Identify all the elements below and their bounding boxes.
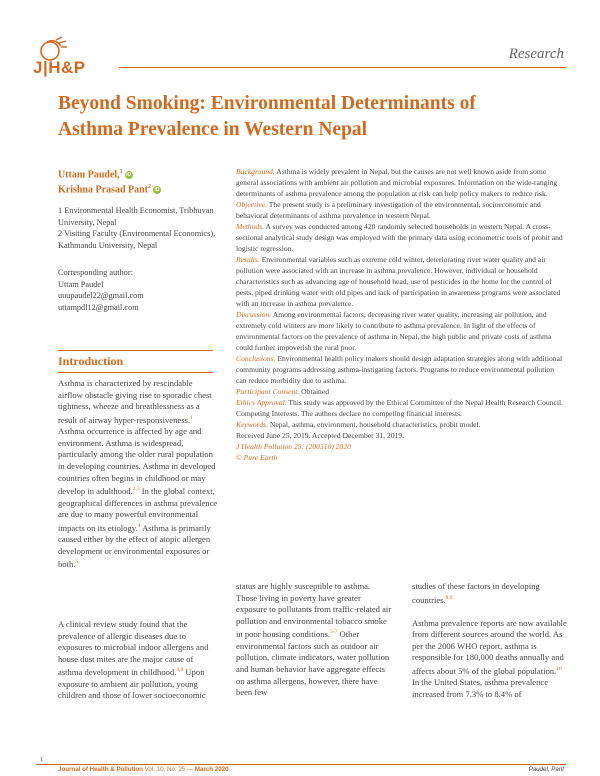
abstract-results (236, 254, 566, 309)
section-label: Research (508, 46, 564, 62)
footer-journal (58, 766, 229, 773)
intro-heading: Introduction (58, 354, 124, 368)
abstract-text: This study was approved by the Ethical Committee of the Nepal Health Research Council. (286, 398, 563, 407)
article-title: Beyond Smoking: Environmental Determinants of Asthma Prevalence in Western Nepal (58, 93, 476, 140)
author-name: Krishna Prasad Pant (58, 184, 149, 196)
abstract-label: Objective. (236, 200, 267, 209)
abstract-text: The present study is a preliminary investigation of the environmental, socioeconomic and behavioral determinants of asthma prevalence in western Nepal. (236, 200, 541, 220)
abstract-text: A survey was conducted among 420 randomly selected households in western Nepal. A cross-sectional analytical study design was employed with the primary data using econometric tools of probit and logistic regression. (236, 222, 563, 253)
abstract-competing: Competing Interests. The authors declare no competing financial interests. (236, 409, 462, 418)
abstract-keywords (236, 419, 566, 430)
text-run: Asthma prevalence reports are now available from different sources around the world. As per the 2006 WHO report, asthma is responsible for 180,000 deaths annually and affects about 5% of the global population. (412, 617, 567, 676)
abstract-text: Obtained (299, 387, 330, 396)
abstract-text: Nepal, asthma, environment, household characteristics, probit model. (268, 420, 481, 429)
intro-rule-bottom (58, 372, 213, 373)
abstract-label: Discussion. (236, 310, 272, 319)
corresponding-name: Uttam Paudel (58, 279, 104, 289)
footer-journal-name: Journal of Health & Pollution (58, 766, 143, 773)
body-column-2 (236, 581, 392, 699)
corresponding-label: Corresponding author: (58, 268, 133, 277)
author-1 (58, 166, 161, 181)
author-2 (58, 181, 161, 196)
footer-date: March 2020 (194, 766, 229, 773)
abstract-text: Among environmental factors, decreasing river water quality, increasing air pollution, and extremely cold winters are more likely to contribute to asthma prevalence. In light of the effects of environmental factors on the prevalence of asthma in Nepal, the high public and private costs of asthma could further impoverish the rural poor. (236, 310, 552, 352)
text-run: Asthma is primarily caused either by the effect of atopic allergen development or environmental exposures or both. (58, 522, 211, 570)
author-list (58, 166, 161, 197)
text-run: status are highly susceptible to asthma. Those living in poverty have greater exposure to pollutants from traffic-related air pollution and environmental tobacco smoke in poor housing conditions. (236, 581, 392, 640)
intro-paragraph-2 (58, 619, 218, 702)
citation-sup: 1 (190, 414, 193, 421)
author-affil-sup: 2 (148, 184, 152, 191)
footer-rule (36, 764, 566, 765)
abstract-label: Participant Consent. (236, 387, 300, 396)
affiliation-2: 2 Visiting Faculty (Environmental Economics), Kathmandu University, Nepal (58, 229, 216, 250)
citation-sup: 8,9 (445, 594, 453, 601)
page-number: 1 (40, 756, 44, 763)
citation-sup: 4,6 (176, 667, 184, 674)
paragraph (412, 618, 568, 701)
text-run: In the global context, geographical differences in asthma prevalence are due to many powerful environmental impacts on its etiology. (58, 486, 218, 533)
header-rule (119, 67, 566, 68)
abstract-text: Asthma is widely prevalent in Nepal, but the causes are not well known aside from some general associations with ambient air pollution and microbial exposures. Information on the wide-ranging determinants of asthma prevalence among the population at risk can help policy makers to reduce risk. (236, 167, 558, 198)
corresponding-email-2[interactable]: uttampdl12@gmail.com (58, 302, 139, 312)
text-run: Other environmental factors such as outdoor air pollution, climate indicators, water pollution and human behavior have aggregate effects on asthma allergens, however, there have been few (236, 629, 390, 698)
abstract-label: Results. (236, 255, 260, 264)
corresponding-author (58, 267, 248, 313)
citation-sup: 5-7 (330, 629, 338, 636)
journal-logo-text: J|H&P (33, 58, 86, 77)
abstract-background (236, 166, 566, 199)
text-run: studies of these factors in developing countries. (412, 581, 540, 605)
text-run: A clinical review study found that the prevalence of allergic diseases due to exposures to microbial indoor allergens and house dust mites are the major cause of asthma development in childhood. (58, 619, 209, 678)
affiliation-1: 1 Environmental Health Economist, Tribhuvan University, Nepal (58, 206, 214, 227)
running-authors: Paudel, Pant (528, 766, 564, 773)
intro-paragraph-1 (58, 378, 218, 571)
abstract-conclusions (236, 353, 566, 386)
citation-sup: 2,3 (132, 486, 140, 493)
abstract-received: Received June 25, 2019. Accepted December 31, 2019. (236, 431, 405, 440)
abstract-copyright: © Pure Earth (236, 453, 278, 462)
abstract-discussion (236, 309, 566, 353)
corresponding-email-1[interactable]: uuupaudel22@gmail.com (58, 291, 144, 300)
citation-sup: 4 (137, 522, 141, 529)
body-column-3 (412, 581, 568, 701)
intro-rule-top (58, 350, 213, 351)
abstract (236, 166, 566, 463)
abstract-label: Ethics Approval. (236, 398, 287, 407)
abstract-objective (236, 199, 566, 221)
abstract-methods (236, 221, 566, 254)
abstract-text: Environmental health policy makers should design adaptation strategies along with additional community programs addressing asthma-instigating factors. Programs to reduce environmental pollution can reduce morbidity due to asthma. (236, 354, 563, 385)
text-run: In the United States, asthma prevalence increased from 7.3% to 8.4% of (412, 677, 549, 700)
citation-sup: 5 (75, 559, 79, 566)
abstract-label: Methods. (236, 222, 265, 231)
author-name: Uttam Paudel, (58, 169, 120, 181)
orcid-icon[interactable]: iD (126, 172, 132, 179)
abstract-label: Keywords. (236, 420, 268, 429)
text-run: Upon exposure to ambient air pollution, young children and those of lower socioeconomic (58, 667, 206, 701)
footer-volume: Vol. 10, No. 25 — (142, 766, 195, 773)
abstract-label: Background. (236, 167, 275, 176)
text-run: Asthma occurrence is affected by age and environment. Asthma is widespread, particularly among the older rural population in developing countries. Asthma in developed countries often begins in childhood or may develop in adulthood. (58, 426, 216, 497)
text-run: Asthma is characterized by rescindable airflow obstacle giving rise to sporadic chest tightness, wheeze and breathlessness as a result of airway hyper-responsiveness. (58, 378, 212, 425)
paragraph (412, 581, 568, 606)
orcid-icon[interactable]: iD (154, 187, 160, 194)
citation-sup: 10 (556, 666, 562, 673)
abstract-text: Environmental variables such as extreme cold winter, deteriorating river water quality and air pollution were associated with an increase in asthma prevalence. However, individual or household characteristics such as advancing age of household head, use of pesticides in the home for the control of pests, piped drinking water with old pipes and lack of participation in awareness programs were associated with an increase in asthma prevalence. (236, 255, 561, 308)
affiliations (58, 205, 248, 251)
abstract-consent (236, 386, 566, 397)
abstract-citation: J Health Pollution 25: (200310) 2020 (236, 442, 351, 451)
abstract-ethics (236, 397, 566, 408)
author-affil-sup: 1 (119, 169, 123, 175)
abstract-label: Conclusions. (236, 354, 276, 363)
